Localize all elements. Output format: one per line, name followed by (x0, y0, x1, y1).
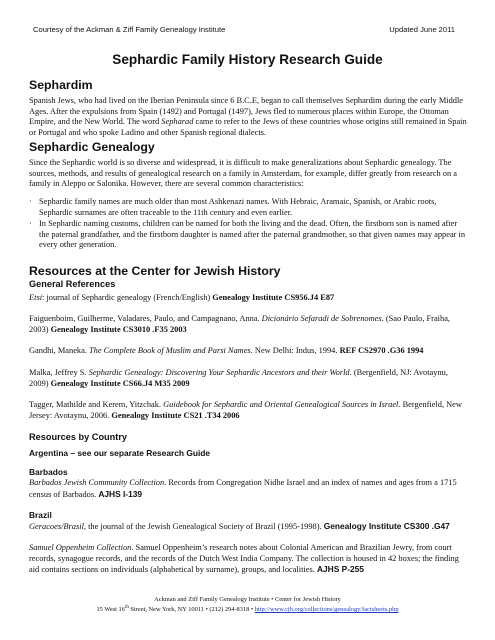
bullet-mark: · (29, 197, 32, 206)
argentina-note: Argentina – see our separate Research Guide (29, 448, 211, 458)
reference-barbados: Barbados Jewish Community Collection. Records from Congregation Nidhe Israel and an index of names and ages from a 1715 census of Barbados. AJHS I-139 (29, 478, 457, 499)
heading-resources-by-country: Resources by Country (29, 432, 128, 442)
factsheets-link[interactable]: http://www.cjh.org/collections/genealogy/factsheets.php (254, 606, 399, 614)
header-courtesy: Courtesy of the Ackman & Ziff Family Genealogy Institute (33, 25, 226, 34)
paragraph-sephardim: Spanish Jews, who had lived on the Iberian Peninsula since 6 B.C.E, began to call themselves Sephardim during the early Middle Ages. After the expulsions from Spain (1492) and Portugal (1497), Jews fled to numerous places within Europe, the Ottoman Empire, and the New World. The word Sepharad came to refer to the Jews of these countries whose origins still remained in Spain or Portugal and who spoke Ladino and other Spanish regional dialects. (29, 96, 467, 137)
reference-malka: Malka, Jeffrey S. Sephardic Genealogy: Discovering Your Sephardic Ancestors and their World. (Bergenfield, NJ: Avotaynu, 2009) Genealogy Institute CS66.J4 M35 2009 (29, 368, 448, 388)
bullet-mark: · (29, 219, 32, 228)
bullet-text: Sephardic family names are much older than most Ashkenazi names. With Hebraic, Aramaic, Spanish, or Arabic roots, Sephardic surnames are often traceable to the 11th century and even earlier. (39, 197, 437, 217)
reference-brazil: Geracoes/Brasil, the journal of the Jewish Genealogical Society of Brazil (1995-1998). Genealogy Institute CS300 .G47 (29, 521, 450, 531)
header-updated: Updated June 2011 (389, 25, 455, 34)
reference-faiguenboim: Faiguenboim, Guilherme, Valadares, Paulo, and Campagnano, Anna. Dicionário Sefaradi de Sobrenomes. (Sao Paulo, Fraiha, 2003) Genealogy Institute CS3010 .F35 2003 (29, 314, 451, 334)
reference-gandhi: Gandhi, Maneka. The Complete Book of Muslim and Parsi Names. New Delhi: Indus, 1994. REF CS2970 .G36 1994 (29, 346, 424, 355)
footer-line-2: 15 West 16th Street, New York, NY 10011 • (212) 294-8318 • http://www.cjh.org/collections/genealogy/factsheets.php (96, 605, 399, 614)
reference-tagger: Tagger, Mathilde and Kerem, Yitzchak. Guidebook for Sephardic and Oriental Genealogical Sources in Israel. Bergenfield, New Jersey: Avotaynu, 2006. Genealogy Institute CS21 .T34 2006 (29, 400, 462, 420)
heading-sephardim: Sephardim (29, 78, 93, 92)
heading-resources: Resources at the Center for Jewish History (29, 264, 281, 278)
heading-general-references: General References (29, 279, 116, 289)
page-footer (0, 596, 495, 614)
paragraph-genealogy: Since the Sephardic world is so diverse and widespread, it is difficult to make generalizations about Sephardic genealogy. The sources, methods, and results of genealogical research on a family in Amsterdam, for example, differ greatly from research on a family in Aleppo or Salonika. However, there are several common characteristics: (29, 158, 457, 189)
footer-line-1: Ackman and Ziff Family Genealogy Institute • Center for Jewish History (154, 596, 341, 603)
heading-sephardic-genealogy: Sephardic Genealogy (29, 140, 155, 154)
page-title: Sephardic Family History Research Guide (112, 52, 383, 67)
heading-brazil: Brazil (29, 510, 52, 520)
heading-barbados: Barbados (29, 467, 68, 477)
reference-etsi: Etsi: journal of Sephardic genealogy (French/English) Genealogy Institute CS956.J4 E87 (29, 293, 335, 302)
bullet-text: In Sephardic naming customs, children can be named for both the living and the dead. Often, the firstborn son is named after the paternal grandfather, and the firstborn daughter is named after the paternal grandmother, so that given names may appear in every other generation. (39, 219, 466, 250)
page-header (33, 25, 455, 34)
reference-oppenheim: Samuel Oppenheim Collection. Samuel Oppenheim’s research notes about Colonial American and Brazilian Jewry, from court records, synagogue records, and the records of the Dutch West India Company. The collection is housed in 42 boxes; the finding aid contains sections on individuals (alphabetical by surname), groups, and localities. AJHS P-255 (29, 543, 459, 575)
